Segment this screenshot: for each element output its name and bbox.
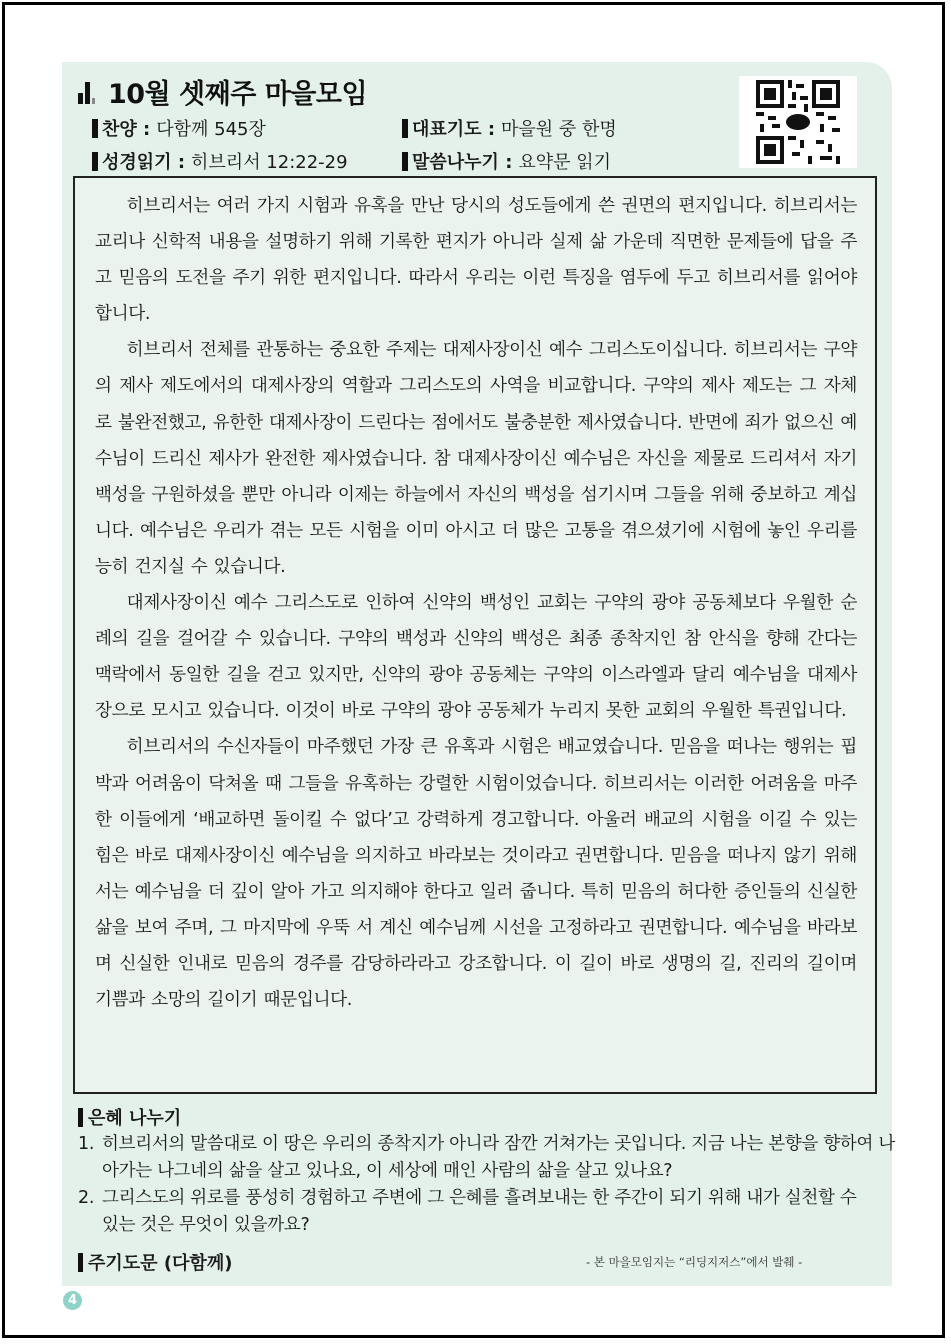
- item-text: 히브리서의 말씀대로 이 땅은 우리의 종착지가 아니라 잠깐 거쳐가는 곳입니다. 지금 나는 본향을 향하여 나아가는 나그네의 삶을 살고 있나요, 이 세상에 매인 사람의 삶을 살고 있나요?: [102, 1134, 895, 1181]
- bars-icon: [78, 80, 96, 104]
- bullet-bar-icon: [92, 119, 98, 138]
- reading-label: 성경읽기 :: [102, 152, 186, 173]
- sharing-label: 말씀나누기 :: [412, 152, 513, 173]
- bullet-bar-icon: [78, 1108, 83, 1127]
- sharing-value: 요약문 읽기: [518, 152, 612, 173]
- summary-box: [73, 176, 877, 1094]
- summary-paragraph: 히브리서의 수신자들이 마주했던 가장 큰 유혹과 시험은 배교였습니다. 믿음을 떠나는 행위는 핍박과 어려움이 닥쳐올 때 그들을 유혹하는 강렬한 시험이었습니다. 히브리서는 이러한 어려움을 마주한 이들에게 ‘배교하면 돌이킬 수 없다’고 강력하게 경고합니다. 아울러 배교의 시험을 이길 수 있는 힘은 바로 대제사장이신 예수님을 의지하고 바라보는 것이라고 권면합니다. 믿음을 떠나지 않기 위해서는 예수님을 더 깊이 알아 가고 의지해야 한다고 일러 줍니다. 특히 믿음의 허다한 증인들의 신실한 삶을 보여 주며, 그 마지막에 우뚝 서 계신 예수님께 시선을 고정하라고 권면합니다. 예수님을 바라보며 신실한 인내로 믿음의 경주를 감당하라라고 강조합니다. 이 길이 바로 생명의 길, 진리의 길이며 기쁨과 소망의 길이기 때문입니다.: [95, 737, 857, 1011]
- page-number: 4: [63, 1291, 82, 1310]
- header: [78, 72, 367, 111]
- grace-title: 은혜 나누기: [88, 1108, 182, 1129]
- page-title: 10월 셋째주 마을모임: [108, 79, 368, 110]
- bullet-bar-icon: [92, 152, 98, 171]
- list-item: [78, 1131, 898, 1185]
- prayer-label: 대표기도 :: [412, 119, 496, 140]
- prayer-row: [402, 115, 617, 141]
- prayer-value: 마을원 중 한명: [501, 119, 617, 140]
- source-footnote: - 본 마을모임지는 “리딩지저스”에서 발췌 -: [586, 1255, 803, 1269]
- reading-row: [92, 148, 348, 174]
- summary-paragraph: 히브리서는 여러 가지 시험과 유혹을 만난 당시의 성도들에게 쓴 권면의 편지입니다. 히브리서는 교리나 신학적 내용을 설명하기 위해 기록한 편지가 아니라 실제 삶 가운데 직면한 문제들에 답을 주고 믿음의 도전을 주기 위한 편지입니다. 따라서 우리는 이런 특징을 염두에 두고 히브리서를 읽어야 합니다.: [95, 196, 857, 325]
- prayer-title: 주기도문 (다함께): [88, 1253, 233, 1274]
- summary-paragraph: 대제사장이신 예수 그리스도로 인하여 신약의 백성인 교회는 구약의 광야 공동체보다 우월한 순례의 길을 걸어갈 수 있습니다. 구약의 백성과 신약의 백성은 최종 종착지인 참 안식을 향해 간다는 맥락에서 동일한 길을 걷고 있지만, 신약의 광야 공동체는 구약의 이스라엘과 달리 예수님을 대제사장으로 모시고 있습니다. 이것이 바로 구약의 광야 공동체가 누리지 못한 교회의 우월한 특권입니다.: [95, 593, 857, 722]
- grace-sharing-heading: [78, 1104, 181, 1130]
- item-number: 1.: [78, 1134, 95, 1154]
- bullet-bar-icon: [402, 152, 408, 171]
- bullet-bar-icon: [78, 1253, 83, 1272]
- hymn-label: 찬양 :: [102, 119, 151, 140]
- hymn-value: 다함께 545장: [156, 119, 266, 140]
- sharing-row: [402, 148, 611, 174]
- item-number: 2.: [78, 1188, 95, 1208]
- lords-prayer-heading: [78, 1249, 232, 1275]
- qr-code[interactable]: [739, 76, 857, 168]
- grace-question-list: [78, 1131, 898, 1239]
- hymn-row: [92, 115, 266, 141]
- item-text: 그리스도의 위로를 풍성히 경험하고 주변에 그 은혜를 흘려보내는 한 주간이 되기 위해 내가 실천할 수 있는 것은 무엇이 있을까요?: [102, 1188, 857, 1235]
- list-item: [78, 1185, 898, 1239]
- qr-code-icon: [756, 80, 840, 164]
- reading-value: 히브리서 12:22-29: [191, 152, 348, 173]
- summary-paragraph: 히브리서 전체를 관통하는 중요한 주제는 대제사장이신 예수 그리스도이십니다. 히브리서는 구약의 제사 제도에서의 대제사장의 역할과 그리스도의 사역을 비교합니다. 구약의 제사 제도는 그 자체로 불완전했고, 유한한 대제사장이 드린다는 점에서도 불충분한 제사였습니다. 반면에 죄가 없으신 예수님이 드리신 제사가 완전한 제사였습니다. 참 대제사장이신 예수님은 자신을 제물로 드리셔서 자기 백성을 구원하셨을 뿐만 아니라 이제는 하늘에서 자신의 백성을 섬기시며 그들을 위해 중보하고 계십니다. 예수님은 우리가 겪는 모든 시험을 이미 아시고 더 많은 고통을 겪으셨기에 시험에 놓인 우리를 능히 건지실 수 있습니다.: [95, 340, 857, 577]
- bullet-bar-icon: [402, 119, 408, 138]
